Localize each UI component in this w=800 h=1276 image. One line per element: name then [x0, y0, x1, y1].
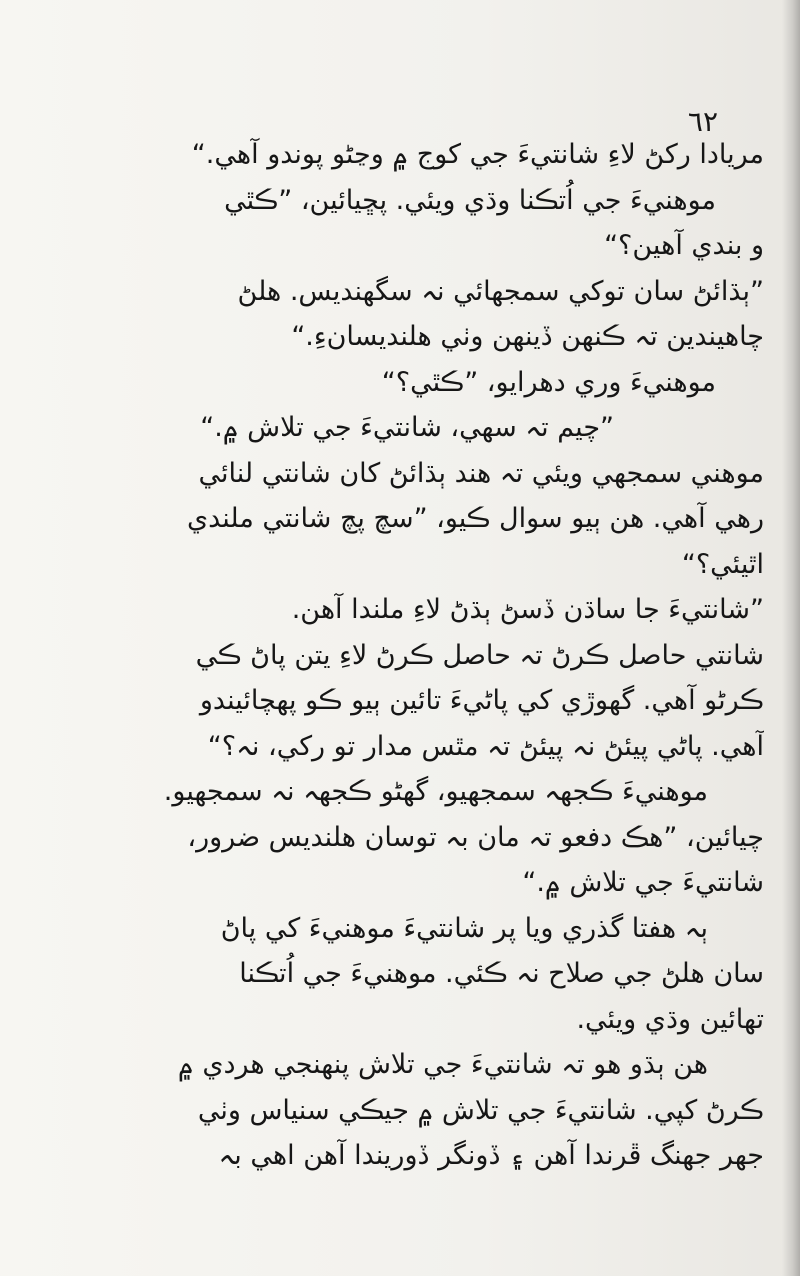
text-line: چيائين، ”هڪ دفعو تہ مان بہ توسان هلنديس ضرور،: [187, 821, 764, 853]
text-line: مريادا رکڻ لاءِ شانتيءَ جي کوج ۾ وڃڻو پوندو آهي.“: [191, 139, 764, 170]
text-line: موهنيءَ ڪجهہ سمجهيو، گهڻو ڪجهہ نہ سمجهيو.: [163, 776, 708, 807]
text-line: شانتيءَ جي تلاش ۾.“: [522, 867, 764, 898]
text-line: موهنيءَ جي اُتڪنا وڌي ويئي. پڇيائين، ”ڪٿي: [224, 184, 716, 216]
text-line: رهي آهي. هن ٻيو سوال ڪيو، ”سچ پچ شانتي ملندي: [186, 503, 764, 534]
text-line: هن ٻڌو هو تہ شانتيءَ جي تلاش پنهنجي هردي ۾: [177, 1049, 708, 1080]
text-line: ٻہ هفتا گذري ويا پر شانتيءَ موهنيءَ کي پاڻ: [220, 912, 708, 944]
text-line: ڪرڻو آهي. گهوڙي کي پاڻيءَ تائين ٻيو ڪو پهچائيندو: [199, 685, 764, 716]
text-line: ”ٻڌائڻ سان توکي سمجهائي نہ سگهنديس. هلڻ: [237, 275, 764, 307]
text-line: جهر جهنگ ڦرندا آهن ۽ ڏونگر ڏوريندا آهن اهي بہ: [218, 1140, 764, 1171]
text-line: موهني سمجهي ويئي تہ هند ٻڌائڻ کان شانتي لنائي: [198, 457, 764, 489]
text-line: ڪرڻ کپي. شانتيءَ جي تلاش ۾ جيڪي سنياس وٺي: [197, 1094, 764, 1126]
text-line: سان هلڻ جي صلاح نہ ڪئي. موهنيءَ جي اُتڪنا: [239, 958, 764, 989]
text-line: چاهيندين تہ ڪنهن ڏينهن وٺي هلنديسانءِ.“: [291, 321, 764, 352]
page-edge-shadow: [782, 0, 800, 1276]
text-line: شانتي حاصل ڪرڻ تہ حاصل ڪرڻ لاءِ يتن پاڻ ڪي: [195, 639, 764, 671]
page-number: ٦٢: [687, 105, 718, 138]
text-line: ”چيم تہ سهي، شانتيءَ جي تلاش ۾.“: [200, 412, 614, 443]
text-line: تهائين وڌي ويئي.: [576, 1003, 764, 1035]
text-line: اٿيئي؟“: [681, 548, 764, 580]
page-text-body: [52, 132, 764, 1179]
text-line: آهي. پاڻي پيئڻ نہ پيئڻ تہ مٿس مدار تو رکي، نہ؟“: [207, 730, 764, 762]
text-line: موهنيءَ وري دهرايو، ”ڪٿي؟“: [381, 366, 716, 398]
text-line: و بندي آهين؟“: [604, 230, 764, 261]
text-line: ”شانتيءَ جا ساڌن ڏسڻ ٻڌڻ لاءِ ملندا آهن.: [291, 594, 764, 625]
